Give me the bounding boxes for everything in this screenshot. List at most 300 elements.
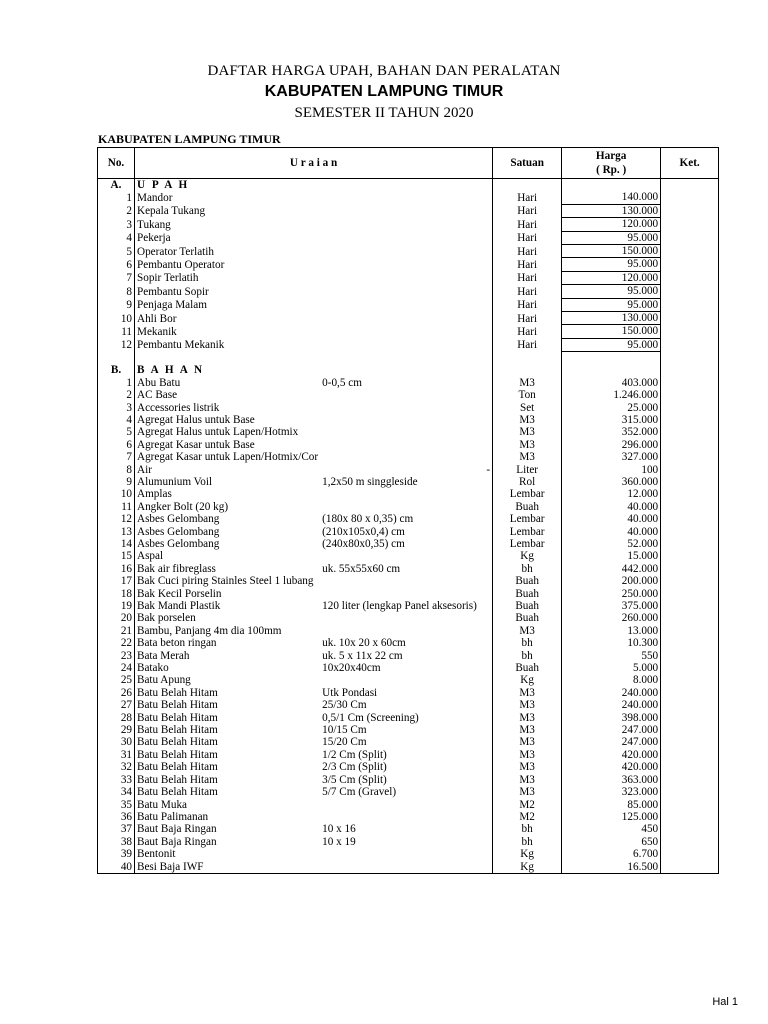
item-name: Batu Belah Hitam: [137, 711, 218, 724]
item-name: Batu Belah Hitam: [137, 761, 218, 774]
item-unit: Hari: [493, 285, 562, 298]
item-spec: -: [486, 463, 491, 476]
item-name: Angker Bolt (20 kg): [137, 500, 229, 513]
item-unit: Hari: [493, 338, 562, 351]
item-name: Agregat Halus untuk Lapen/Hotmix: [137, 426, 299, 439]
table-row: [98, 774, 719, 786]
item-spec: [320, 848, 493, 860]
item-name: Pembantu Sopir: [137, 285, 209, 298]
item-name: Batu Belah Hitam: [137, 686, 218, 699]
row-number: 22: [98, 637, 135, 649]
section-title: B A H A N: [137, 364, 205, 377]
table-row: [98, 298, 719, 311]
item-spec: [320, 674, 493, 686]
item-unit: Liter: [493, 464, 562, 476]
item-note: [661, 637, 719, 649]
row-number: 3: [98, 218, 135, 231]
row-number: 26: [98, 687, 135, 699]
row-number: 24: [98, 662, 135, 674]
item-name: Bak Kecil Porselin: [137, 587, 222, 600]
item-price: 398.000: [562, 712, 661, 724]
price-table: [97, 147, 719, 874]
section-empty-cell: [661, 179, 719, 192]
section-letter: B.: [98, 364, 135, 376]
item-note: [661, 476, 719, 488]
item-spec: [320, 285, 493, 298]
table-row: [98, 285, 719, 298]
column-header-harga-line1: Harga: [595, 150, 627, 162]
item-unit: Buah: [493, 662, 562, 674]
table-row: [98, 811, 719, 823]
section-empty-cell: [493, 364, 562, 376]
row-number: 28: [98, 712, 135, 724]
item-unit: Lembar: [493, 488, 562, 500]
table-row: [98, 736, 719, 748]
item-name: Agregat Kasar untuk Base: [137, 438, 255, 451]
row-number: 5: [98, 245, 135, 258]
item-unit: bh: [493, 650, 562, 662]
item-price: 5.000: [562, 662, 661, 674]
item-price: 125.000: [562, 811, 661, 823]
item-spec: (240x80x0,35) cm: [322, 537, 405, 550]
item-price: 52.000: [562, 538, 661, 550]
item-name: Asbes Gelombang: [137, 525, 220, 538]
item-note: [661, 612, 719, 624]
item-price: 15.000: [562, 550, 661, 562]
section-empty-cell: [661, 364, 719, 376]
table-body: [98, 179, 719, 874]
item-name: Aspal: [137, 550, 164, 563]
item-spec: [320, 338, 493, 351]
table-row: [98, 488, 719, 500]
spacer-cell: [562, 352, 661, 365]
item-price: 95.000: [562, 258, 661, 271]
table-row: [98, 451, 719, 463]
item-note: [661, 245, 719, 258]
item-name: Mekanik: [137, 325, 177, 338]
item-price: 120.000: [562, 218, 661, 231]
item-name: Bentonit: [137, 848, 176, 861]
item-name: Alumunium Voil: [137, 475, 213, 488]
item-note: [661, 451, 719, 463]
item-unit: Buah: [493, 600, 562, 612]
row-number: 6: [98, 258, 135, 271]
item-name: Bambu, Panjang 4m dia 100mm: [137, 624, 282, 637]
item-unit: Kg: [493, 848, 562, 860]
table-row: [98, 563, 719, 575]
item-spec: (180x 80 x 0,35) cm: [322, 513, 414, 526]
item-price: 200.000: [562, 575, 661, 587]
item-spec: [320, 245, 493, 258]
item-note: [661, 836, 719, 848]
item-price: 296.000: [562, 439, 661, 451]
item-spec: 2/3 Cm (Split): [322, 761, 387, 774]
item-spec: [320, 612, 493, 624]
item-price: 420.000: [562, 761, 661, 773]
item-note: [661, 439, 719, 451]
item-unit: Lembar: [493, 526, 562, 538]
item-unit: Hari: [493, 245, 562, 258]
item-note: [661, 563, 719, 575]
item-price: 327.000: [562, 451, 661, 463]
row-number: 36: [98, 811, 135, 823]
item-price: 240.000: [562, 687, 661, 699]
table-row: [98, 848, 719, 860]
item-note: [661, 513, 719, 525]
item-price: 140.000: [562, 191, 661, 204]
item-spec: 10x20x40cm: [322, 662, 381, 675]
item-name: Batu Belah Hitam: [137, 773, 218, 786]
row-number: 16: [98, 563, 135, 575]
item-note: [661, 799, 719, 811]
item-note: [661, 662, 719, 674]
item-price: 150.000: [562, 245, 661, 258]
item-name: AC Base: [137, 389, 178, 402]
item-unit: Buah: [493, 501, 562, 513]
item-price: 40.000: [562, 513, 661, 525]
item-note: [661, 325, 719, 338]
item-note: [661, 699, 719, 711]
item-price: 16.500: [562, 861, 661, 874]
item-spec: [320, 312, 493, 325]
table-row: [98, 836, 719, 848]
item-unit: Buah: [493, 612, 562, 624]
item-unit: Hari: [493, 204, 562, 217]
item-unit: Hari: [493, 191, 562, 204]
item-note: [661, 550, 719, 562]
item-note: [661, 338, 719, 351]
item-name: Pekerja: [137, 232, 171, 245]
item-unit: M3: [493, 761, 562, 773]
item-price: 375.000: [562, 600, 661, 612]
item-name: Batu Belah Hitam: [137, 748, 218, 761]
table-row: [98, 786, 719, 798]
item-unit: Buah: [493, 588, 562, 600]
row-number: 12: [98, 338, 135, 351]
row-number: 2: [98, 204, 135, 217]
item-note: [661, 588, 719, 600]
table-row: [98, 662, 719, 674]
item-unit: M3: [493, 625, 562, 637]
row-number: 15: [98, 550, 135, 562]
item-price: 442.000: [562, 563, 661, 575]
item-unit: M3: [493, 774, 562, 786]
item-unit: M3: [493, 414, 562, 426]
item-note: [661, 231, 719, 244]
item-unit: M3: [493, 736, 562, 748]
table-row: [98, 526, 719, 538]
item-spec: [320, 414, 493, 426]
column-header-no: No.: [98, 148, 135, 179]
table-row: [98, 799, 719, 811]
table-row: [98, 712, 719, 724]
document-title: DAFTAR HARGA UPAH, BAHAN DAN PERALATAN: [207, 63, 561, 79]
item-name: Bak porselen: [137, 612, 196, 625]
spacer-cell: [661, 352, 719, 365]
item-price: 95.000: [562, 285, 661, 298]
region-label: KABUPATEN LAMPUNG TIMUR: [98, 132, 281, 146]
row-number: 7: [98, 271, 135, 284]
item-price: 450: [562, 823, 661, 835]
item-note: [661, 389, 719, 401]
item-name: Pembantu Operator: [137, 258, 225, 271]
table-row: [98, 575, 719, 587]
row-number: 18: [98, 588, 135, 600]
item-name: Amplas: [137, 488, 172, 501]
item-name: Batu Apung: [137, 674, 191, 687]
item-unit: Hari: [493, 258, 562, 271]
table-row: [98, 231, 719, 244]
column-header-harga-line2: ( Rp. ): [596, 164, 627, 176]
section-empty-cell: [493, 179, 562, 192]
item-name: Ahli Bor: [137, 312, 177, 325]
table-row: [98, 513, 719, 525]
item-spec: [320, 588, 493, 600]
table-row: [98, 439, 719, 451]
table-row: [98, 749, 719, 761]
item-note: [661, 848, 719, 860]
table-row: [98, 724, 719, 736]
item-spec: [320, 501, 493, 513]
row-number: 39: [98, 848, 135, 860]
section-header-row: [98, 364, 719, 376]
item-spec: 120 liter (lengkap Panel aksesoris): [322, 600, 477, 612]
item-spec: [320, 811, 493, 823]
item-note: [661, 258, 719, 271]
item-unit: Hari: [493, 271, 562, 284]
item-price: 360.000: [562, 476, 661, 488]
item-price: 25.000: [562, 402, 661, 414]
item-unit: Set: [493, 402, 562, 414]
item-note: [661, 426, 719, 438]
item-name: Asbes Gelombang: [137, 537, 220, 550]
item-price: 403.000: [562, 377, 661, 389]
item-price: 260.000: [562, 612, 661, 624]
row-number: 40: [98, 861, 135, 874]
item-note: [661, 271, 719, 284]
item-unit: Rol: [493, 476, 562, 488]
item-unit: M2: [493, 811, 562, 823]
column-header-uraian: U r a i a n: [135, 148, 493, 179]
item-unit: Kg: [493, 861, 562, 874]
item-spec: [320, 488, 493, 500]
item-price: 10.300: [562, 637, 661, 649]
table-row: [98, 414, 719, 426]
item-unit: Lembar: [493, 538, 562, 550]
item-name: Agregat Kasar untuk Lapen/Hotmix/Cor: [137, 451, 319, 464]
item-note: [661, 674, 719, 686]
row-number: 33: [98, 774, 135, 786]
item-name: Abu Batu: [137, 376, 181, 389]
item-note: [661, 298, 719, 311]
item-price: 323.000: [562, 786, 661, 798]
item-unit: Lembar: [493, 513, 562, 525]
section-letter: A.: [98, 179, 135, 192]
item-spec: 1/2 Cm (Split): [322, 748, 387, 761]
table-row: [98, 204, 719, 217]
table-row: [98, 426, 719, 438]
row-number: 27: [98, 699, 135, 711]
table-row: [98, 377, 719, 389]
item-spec: 0-0,5 cm: [322, 376, 362, 389]
item-unit: M3: [493, 426, 562, 438]
spacer-cell: [135, 352, 493, 365]
item-spec: 1,2x50 m singgleside: [322, 475, 418, 488]
item-name: Bata beton ringan: [137, 637, 217, 650]
item-price: 650: [562, 836, 661, 848]
item-spec: uk. 55x55x60 cm: [322, 562, 401, 575]
row-number: 5: [98, 426, 135, 438]
item-unit: Buah: [493, 575, 562, 587]
item-name: Tukang: [137, 218, 171, 231]
table-row: [98, 402, 719, 414]
item-note: [661, 538, 719, 550]
row-number: 2: [98, 389, 135, 401]
row-number: 37: [98, 823, 135, 835]
item-name: Mandor: [137, 191, 173, 204]
row-number: 38: [98, 836, 135, 848]
row-number: 29: [98, 724, 135, 736]
item-spec: [320, 439, 493, 451]
item-name: Batu Belah Hitam: [137, 736, 218, 749]
item-note: [661, 414, 719, 426]
item-spec: [320, 861, 493, 874]
item-note: [661, 736, 719, 748]
item-name: Baut Baja Ringan: [137, 835, 217, 848]
row-number: 25: [98, 674, 135, 686]
item-spec: [320, 298, 493, 311]
document-period: SEMESTER II TAHUN 2020: [294, 105, 474, 121]
item-spec: 10/15 Cm: [322, 724, 367, 737]
item-price: 120.000: [562, 271, 661, 284]
table-row: [98, 699, 719, 711]
page-number: Hal 1: [712, 996, 738, 1008]
item-note: [661, 600, 719, 612]
item-unit: M3: [493, 377, 562, 389]
section-header-row: [98, 179, 719, 192]
item-spec: [320, 550, 493, 562]
column-header-ket: Ket.: [661, 148, 719, 179]
table-row: [98, 674, 719, 686]
item-unit: M2: [493, 799, 562, 811]
item-price: 420.000: [562, 749, 661, 761]
table-row: [98, 612, 719, 624]
item-price: 95.000: [562, 298, 661, 311]
item-unit: M3: [493, 451, 562, 463]
item-name: Penjaga Malam: [137, 299, 207, 312]
item-note: [661, 501, 719, 513]
item-note: [661, 823, 719, 835]
table-row: [98, 861, 719, 874]
item-unit: bh: [493, 823, 562, 835]
item-price: 1.246.000: [562, 389, 661, 401]
row-number: 1: [98, 377, 135, 389]
item-note: [661, 712, 719, 724]
item-note: [661, 687, 719, 699]
item-name: Batu Belah Hitam: [137, 699, 218, 712]
table-row: [98, 761, 719, 773]
item-price: 247.000: [562, 736, 661, 748]
item-spec: [320, 271, 493, 284]
item-price: 250.000: [562, 588, 661, 600]
item-unit: bh: [493, 563, 562, 575]
item-spec: uk. 10x 20 x 60cm: [322, 637, 406, 650]
item-name: Sopir Terlatih: [137, 272, 199, 285]
item-name: Batu Belah Hitam: [137, 724, 218, 737]
item-name: Accessories listrik: [137, 401, 220, 414]
row-number: 31: [98, 749, 135, 761]
item-name: Pembantu Mekanik: [137, 339, 225, 352]
item-name: Bak Mandi Plastik: [137, 600, 221, 612]
item-unit: bh: [493, 637, 562, 649]
item-unit: Ton: [493, 389, 562, 401]
table-row: [98, 312, 719, 325]
row-number: 6: [98, 439, 135, 451]
item-name: Batako: [137, 662, 169, 675]
row-number: 9: [98, 476, 135, 488]
row-number: 3: [98, 402, 135, 414]
item-name: Air: [137, 463, 152, 476]
item-spec: [320, 218, 493, 231]
table-row: [98, 218, 719, 231]
item-note: [661, 575, 719, 587]
section-title: U P A H: [137, 179, 190, 191]
row-number: 1: [98, 191, 135, 204]
row-number: 7: [98, 451, 135, 463]
item-note: [661, 377, 719, 389]
item-price: 550: [562, 650, 661, 662]
item-spec: Utk Pondasi: [322, 686, 378, 699]
table-header-row: [98, 148, 719, 179]
item-name: Bak air fibreglass: [137, 562, 216, 575]
item-note: [661, 204, 719, 217]
item-price: 95.000: [562, 231, 661, 244]
table-row: [98, 687, 719, 699]
item-name: Batu Palimanan: [137, 810, 209, 823]
row-number: 23: [98, 650, 135, 662]
table-row: [98, 338, 719, 351]
item-unit: Kg: [493, 674, 562, 686]
table-row: [98, 625, 719, 637]
item-spec: [320, 231, 493, 244]
item-price: 8.000: [562, 674, 661, 686]
item-unit: Hari: [493, 325, 562, 338]
table-row: [98, 588, 719, 600]
item-spec: [320, 191, 493, 204]
item-spec: 25/30 Cm: [322, 699, 367, 712]
item-name: Agregat Halus untuk Base: [137, 413, 255, 426]
item-note: [661, 526, 719, 538]
spacer-cell: [493, 352, 562, 365]
row-number: 11: [98, 325, 135, 338]
row-number: 20: [98, 612, 135, 624]
item-price: 40.000: [562, 501, 661, 513]
spacer-row: [98, 352, 719, 365]
item-unit: Hari: [493, 218, 562, 231]
item-name: Bata Merah: [137, 649, 190, 662]
item-spec: [320, 575, 493, 587]
item-spec: [320, 799, 493, 811]
item-name: Batu Belah Hitam: [137, 786, 218, 799]
item-spec: 3/5 Cm (Split): [322, 773, 387, 786]
item-spec: 10 x 19: [322, 835, 356, 848]
item-name: Besi Baja IWF: [135, 861, 321, 874]
item-unit: M3: [493, 687, 562, 699]
item-spec: 0,5/1 Cm (Screening): [322, 711, 419, 724]
item-unit: M3: [493, 712, 562, 724]
item-spec: [320, 625, 493, 637]
item-spec: [320, 426, 493, 438]
